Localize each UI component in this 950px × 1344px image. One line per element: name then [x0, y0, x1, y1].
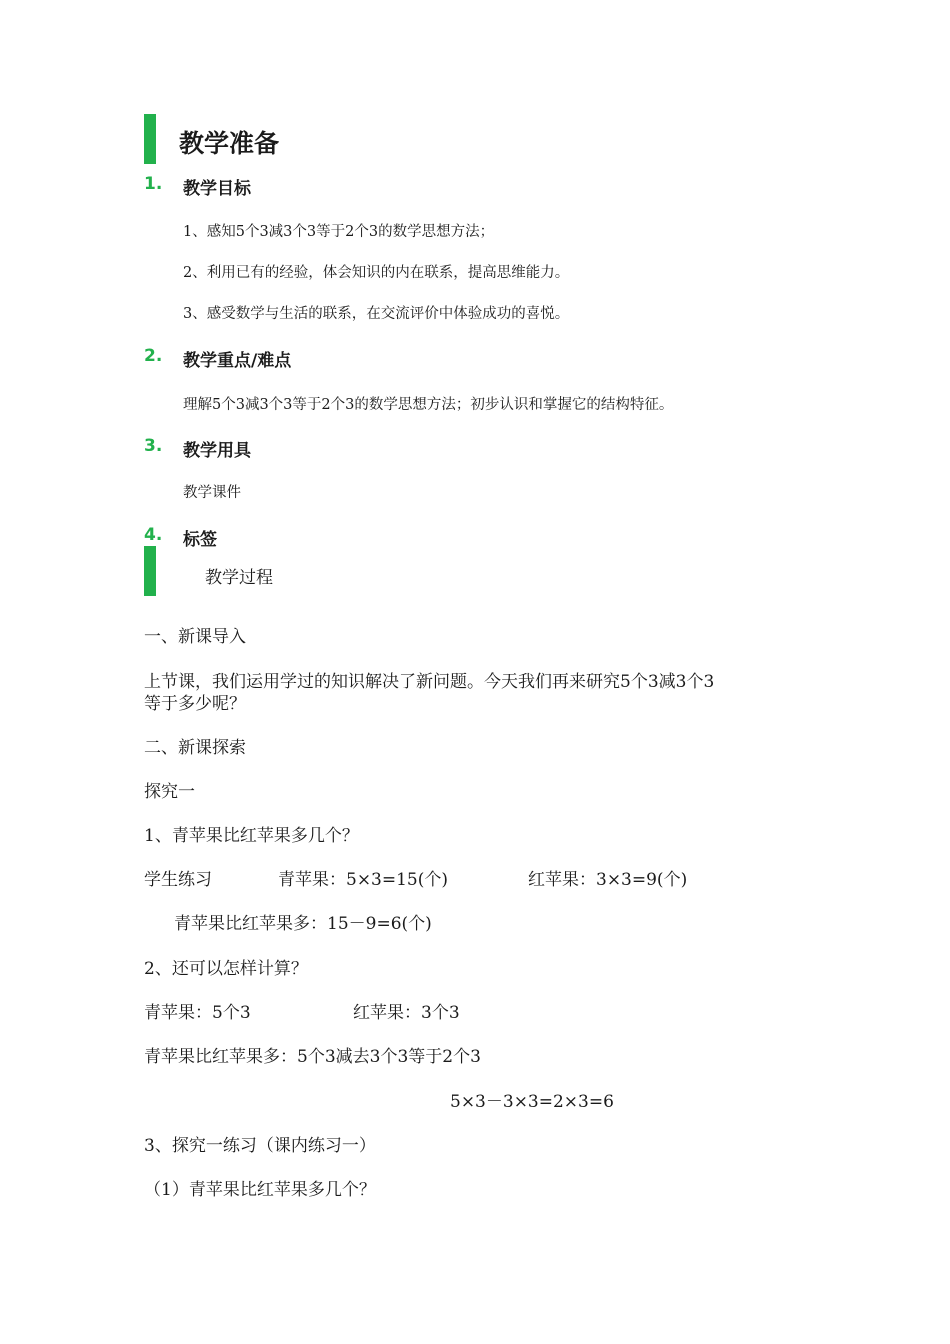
red-apple-calc: 红苹果：3×3=9(个) — [528, 870, 688, 890]
green-apple-groups: 青苹果：5个3 — [144, 1003, 251, 1023]
question-3: 3、探究一练习（课内练习一） — [144, 1136, 376, 1156]
difference-groups: 青苹果比红苹果多：5个3减去3个3等于2个3 — [144, 1047, 481, 1067]
section-number-2: 2. — [144, 346, 163, 366]
goal-item-3: 3、感受数学与生活的联系，在交流评价中体验成功的喜悦。 — [183, 306, 570, 322]
question-1: 1、青苹果比红苹果多几个？ — [144, 826, 359, 846]
section-bar-prep — [144, 114, 156, 164]
section-number-4: 4. — [144, 525, 163, 545]
explore-heading: 二、新课探索 — [144, 738, 246, 758]
intro-line-2: 等于多少呢？ — [144, 694, 246, 714]
intro-heading: 一、新课导入 — [144, 627, 246, 647]
section-title-tags: 标签 — [183, 530, 217, 550]
question-3-1: （1）青苹果比红苹果多几个？ — [144, 1180, 376, 1200]
red-apple-groups: 红苹果：3个3 — [353, 1003, 460, 1023]
formula: 5×3－3×3=2×3=6 — [450, 1092, 614, 1112]
intro-line-1: 上节课，我们运用学过的知识解决了新问题。今天我们再来研究5个3减3个3 — [144, 672, 715, 692]
section-number-1: 1. — [144, 174, 163, 194]
focus-text: 理解5个3减3个3等于2个3的数学思想方法；初步认识和掌握它的结构特征。 — [183, 397, 674, 413]
tools-text: 教学课件 — [183, 485, 241, 501]
practice-label: 学生练习 — [144, 870, 212, 890]
explore-one: 探究一 — [144, 782, 195, 802]
section-number-3: 3. — [144, 436, 163, 456]
goal-item-1: 1、感知5个3减3个3等于2个3的数学思想方法； — [183, 224, 495, 240]
section-title-goals: 教学目标 — [183, 179, 251, 199]
goal-item-2: 2、利用已有的经验，体会知识的内在联系，提高思维能力。 — [183, 265, 570, 281]
question-2: 2、还可以怎样计算？ — [144, 959, 308, 979]
section-bar-process — [144, 546, 156, 596]
difference-calc: 青苹果比红苹果多：15－9=6(个) — [174, 914, 432, 934]
section-title-focus: 教学重点/难点 — [183, 351, 292, 371]
section-title-tools: 教学用具 — [183, 441, 251, 461]
process-title: 教学过程 — [205, 568, 273, 588]
green-apple-calc: 青苹果：5×3=15(个) — [278, 870, 449, 890]
page-title: 教学准备 — [179, 129, 280, 158]
